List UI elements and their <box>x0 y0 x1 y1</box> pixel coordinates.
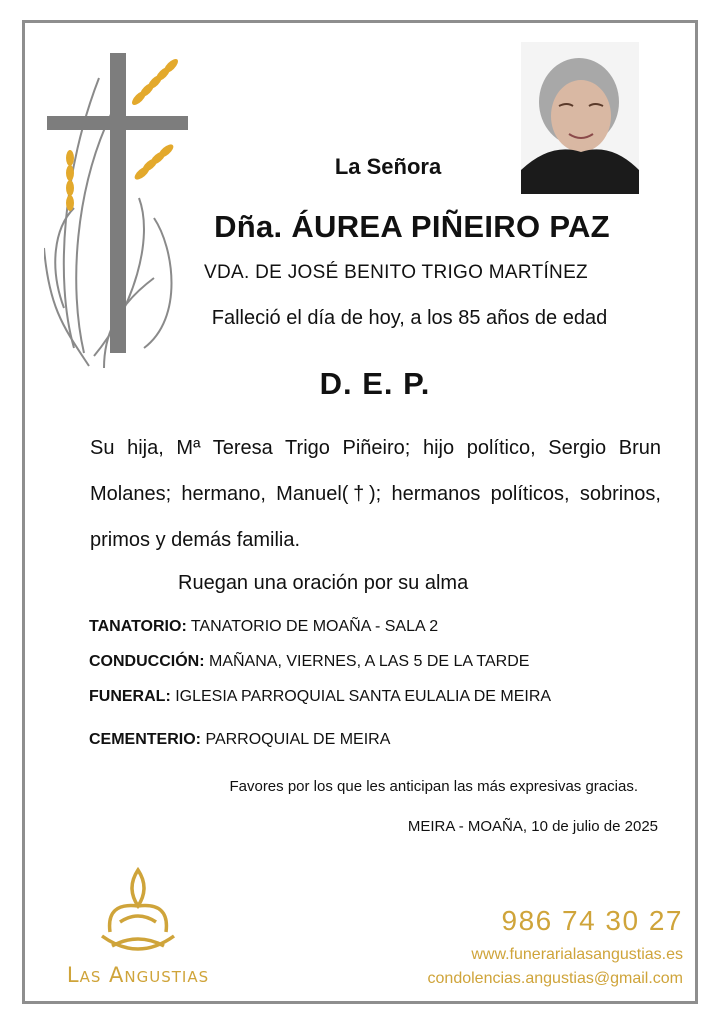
prayer-request: Ruegan una oración por su alma <box>178 572 469 594</box>
thanks-note: Favores por los que les anticipan las más expresivas gracias. <box>229 778 638 795</box>
detail-value: MAÑANA, VIERNES, A LAS 5 DE LA TARDE <box>209 653 530 670</box>
email-link[interactable]: condolencias.angustias@gmail.com <box>427 970 683 987</box>
place-date: MEIRA - MOAÑA, 10 de julio de 2025 <box>407 818 658 835</box>
website-link[interactable]: www.funerarialasangustias.es <box>471 946 683 963</box>
rest-in-peace: D. E. P. <box>319 366 431 401</box>
detail-funeral <box>89 688 551 706</box>
deceased-name: Dña. ÁUREA PIÑEIRO PAZ <box>214 209 610 244</box>
detail-label: TANATORIO: <box>89 618 187 635</box>
phone-number[interactable]: 986 74 30 27 <box>501 905 683 936</box>
detail-value: PARROQUIAL DE MEIRA <box>205 731 391 748</box>
detail-label: CEMENTERIO: <box>89 731 201 748</box>
detail-cementerio <box>89 731 390 749</box>
detail-label: FUNERAL: <box>89 688 171 705</box>
detail-value: TANATORIO DE MOAÑA - SALA 2 <box>190 618 439 635</box>
detail-tanatorio <box>89 618 438 636</box>
widow-of: VDA. DE JOSÉ BENITO TRIGO MARTÍNEZ <box>204 262 588 283</box>
death-notice: Falleció el día de hoy, a los 85 años de edad <box>211 307 608 329</box>
portrait-photo <box>521 42 639 194</box>
brand-name <box>44 963 232 987</box>
detail-value: IGLESIA PARROQUIAL SANTA EULALIA DE MEIRA <box>175 688 552 705</box>
detail-label: CONDUCCIÓN: <box>89 653 205 670</box>
title-prefix: La Señora <box>334 154 442 179</box>
family-text: Su hija, Mª Teresa Trigo Piñeiro; hijo político, Sergio Brun Molanes; hermano, Manuel(†); hermanos políticos, sobrinos, primos y demás familia. <box>90 437 661 551</box>
detail-conduccion <box>89 653 529 671</box>
brand-name-text: Las Angustias <box>66 963 210 987</box>
las-angustias-logo-icon <box>96 866 180 958</box>
